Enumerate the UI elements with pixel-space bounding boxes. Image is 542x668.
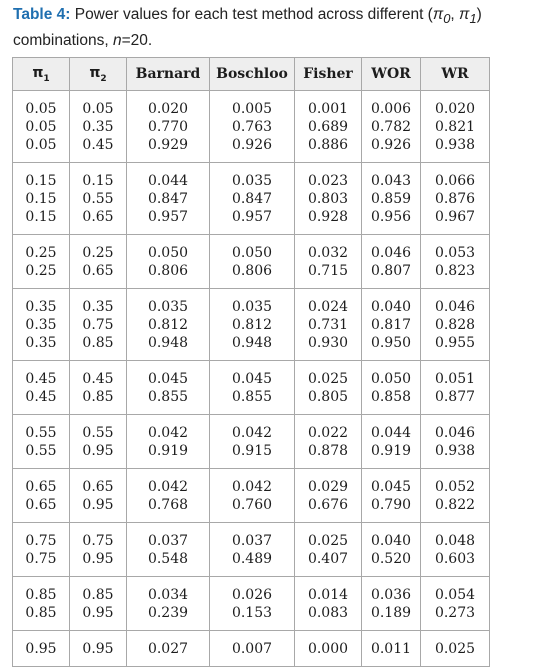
cell-value: 0.55 (82, 191, 114, 207)
cell-pi1 (13, 415, 70, 469)
cell-boschloo (210, 469, 295, 523)
cell-boschloo (210, 163, 295, 235)
cell-value: 0.75 (25, 551, 57, 567)
cell-value: 0.855 (147, 389, 189, 405)
cell-value: 0.035 (231, 173, 273, 189)
cell-pi1 (13, 163, 70, 235)
cell-value: 0.957 (231, 209, 273, 225)
cell-value: 0.036 (370, 587, 412, 603)
cell-value: 0.967 (434, 209, 476, 225)
cell-pi2 (70, 361, 127, 415)
cell-barnard (127, 577, 210, 631)
cell-value: 0.957 (147, 209, 189, 225)
cell-value: 0.806 (147, 263, 189, 279)
cell-value: 0.926 (231, 137, 273, 153)
header-pi1-sub: 1 (43, 73, 50, 84)
cell-wor (362, 631, 421, 667)
cell-wr (421, 361, 490, 415)
cell-pi1 (13, 469, 70, 523)
cell-value: 0.876 (434, 191, 476, 207)
caption-text-before: Power values for each test method across different ( (70, 6, 433, 23)
cell-value: 0.821 (434, 119, 476, 135)
cell-value: 0.025 (307, 371, 349, 387)
cell-value: 0.066 (434, 173, 476, 189)
cell-pi2 (70, 523, 127, 577)
table-row-group (13, 163, 490, 235)
cell-pi2 (70, 289, 127, 361)
cell-wr (421, 163, 490, 235)
cell-value: 0.407 (307, 551, 349, 567)
cell-value: 0.812 (147, 317, 189, 333)
table-body (13, 91, 490, 667)
cell-value: 0.95 (25, 641, 57, 657)
cell-value: 0.823 (434, 263, 476, 279)
table-row-group (13, 361, 490, 415)
table-row-group (13, 415, 490, 469)
table-caption (13, 4, 513, 52)
cell-fisher (295, 163, 362, 235)
cell-pi2 (70, 163, 127, 235)
power-values-table (12, 57, 490, 667)
cell-boschloo (210, 631, 295, 667)
cell-barnard (127, 163, 210, 235)
cell-fisher (295, 523, 362, 577)
cell-value: 0.955 (434, 335, 476, 351)
cell-wor (362, 577, 421, 631)
caption-pi0-sub: 0 (443, 11, 451, 27)
cell-value: 0.042 (231, 425, 273, 441)
cell-fisher (295, 289, 362, 361)
cell-value: 0.025 (434, 641, 476, 657)
cell-value: 0.011 (370, 641, 412, 657)
cell-value: 0.15 (25, 209, 57, 225)
cell-value: 0.083 (307, 605, 349, 621)
cell-wor (362, 523, 421, 577)
cell-value: 0.05 (25, 101, 57, 117)
cell-value: 0.042 (147, 425, 189, 441)
header-fisher: Fisher (295, 58, 362, 91)
cell-value: 0.805 (307, 389, 349, 405)
cell-value: 0.007 (231, 641, 273, 657)
cell-value: 0.95 (82, 497, 114, 513)
table-row-group (13, 469, 490, 523)
cell-pi1 (13, 91, 70, 163)
cell-pi1 (13, 289, 70, 361)
cell-pi1 (13, 361, 70, 415)
cell-value: 0.045 (370, 479, 412, 495)
cell-value: 0.052 (434, 479, 476, 495)
cell-value: 0.035 (231, 299, 273, 315)
cell-fisher (295, 631, 362, 667)
caption-pi1: π (459, 6, 470, 23)
cell-pi2 (70, 631, 127, 667)
table-row-group (13, 577, 490, 631)
cell-value: 0.45 (25, 389, 57, 405)
cell-barnard (127, 523, 210, 577)
cell-boschloo (210, 235, 295, 289)
cell-value: 0.85 (25, 605, 57, 621)
cell-value: 0.046 (434, 299, 476, 315)
cell-value: 0.023 (307, 173, 349, 189)
cell-value: 0.847 (147, 191, 189, 207)
cell-value: 0.024 (307, 299, 349, 315)
cell-value: 0.55 (82, 425, 114, 441)
cell-value: 0.790 (370, 497, 412, 513)
cell-value: 0.85 (82, 587, 114, 603)
cell-value: 0.926 (370, 137, 412, 153)
cell-value: 0.878 (307, 443, 349, 459)
cell-value: 0.45 (82, 137, 114, 153)
table-row-group (13, 523, 490, 577)
header-row (13, 58, 490, 91)
cell-value: 0.043 (370, 173, 412, 189)
cell-value: 0.95 (82, 443, 114, 459)
cell-value: 0.803 (307, 191, 349, 207)
cell-value: 0.548 (147, 551, 189, 567)
cell-value: 0.020 (434, 101, 476, 117)
cell-value: 0.022 (307, 425, 349, 441)
cell-value: 0.95 (82, 605, 114, 621)
cell-value: 0.847 (231, 191, 273, 207)
cell-value: 0.489 (231, 551, 273, 567)
caption-label: Table 4: (13, 6, 71, 23)
cell-value: 0.054 (434, 587, 476, 603)
header-pi2-sub: 2 (100, 73, 107, 84)
cell-value: 0.35 (82, 299, 114, 315)
cell-wor (362, 163, 421, 235)
cell-value: 0.25 (25, 245, 57, 261)
cell-boschloo (210, 415, 295, 469)
header-pi2-symbol: π (89, 64, 101, 81)
cell-value: 0.928 (307, 209, 349, 225)
cell-boschloo (210, 289, 295, 361)
cell-value: 0.919 (147, 443, 189, 459)
cell-boschloo (210, 361, 295, 415)
cell-value: 0.35 (25, 317, 57, 333)
caption-pi0: π (432, 6, 444, 23)
cell-value: 0.050 (147, 245, 189, 261)
cell-value: 0.014 (307, 587, 349, 603)
cell-value: 0.938 (434, 137, 476, 153)
cell-pi2 (70, 577, 127, 631)
cell-barnard (127, 361, 210, 415)
cell-value: 0.239 (147, 605, 189, 621)
cell-wr (421, 235, 490, 289)
cell-value: 0.048 (434, 533, 476, 549)
cell-fisher (295, 577, 362, 631)
cell-value: 0.037 (231, 533, 273, 549)
cell-boschloo (210, 577, 295, 631)
cell-value: 0.053 (434, 245, 476, 261)
cell-fisher (295, 235, 362, 289)
cell-value: 0.153 (231, 605, 273, 621)
cell-value: 0.855 (231, 389, 273, 405)
cell-value: 0.035 (147, 299, 189, 315)
cell-value: 0.35 (25, 335, 57, 351)
cell-wor (362, 289, 421, 361)
cell-fisher (295, 91, 362, 163)
caption-n-val: =20. (121, 32, 153, 50)
cell-value: 0.15 (82, 173, 114, 189)
cell-value: 0.35 (25, 299, 57, 315)
cell-value: 0.770 (147, 119, 189, 135)
cell-value: 0.025 (307, 533, 349, 549)
cell-value: 0.95 (82, 551, 114, 567)
cell-value: 0.812 (231, 317, 273, 333)
cell-pi2 (70, 469, 127, 523)
cell-value: 0.020 (147, 101, 189, 117)
cell-pi1 (13, 631, 70, 667)
cell-value: 0.55 (25, 425, 57, 441)
cell-pi2 (70, 91, 127, 163)
cell-barnard (127, 91, 210, 163)
cell-wor (362, 235, 421, 289)
cell-value: 0.806 (231, 263, 273, 279)
header-pi2 (70, 58, 127, 91)
cell-value: 0.55 (25, 443, 57, 459)
caption-n-var: n (112, 32, 122, 50)
cell-value: 0.044 (147, 173, 189, 189)
cell-value: 0.051 (434, 371, 476, 387)
cell-value: 0.65 (82, 263, 114, 279)
cell-value: 0.027 (147, 641, 189, 657)
cell-value: 0.822 (434, 497, 476, 513)
cell-barnard (127, 631, 210, 667)
cell-value: 0.05 (25, 119, 57, 135)
cell-value: 0.050 (370, 371, 412, 387)
table-row-group (13, 91, 490, 163)
cell-value: 0.760 (231, 497, 273, 513)
cell-value: 0.040 (370, 299, 412, 315)
header-wr: WR (421, 58, 490, 91)
cell-wr (421, 415, 490, 469)
cell-pi1 (13, 523, 70, 577)
cell-value: 0.731 (307, 317, 349, 333)
caption-pi1-sub: 1 (469, 11, 477, 27)
header-wor: WOR (362, 58, 421, 91)
cell-value: 0.045 (147, 371, 189, 387)
cell-value: 0.037 (147, 533, 189, 549)
cell-value: 0.689 (307, 119, 349, 135)
cell-wr (421, 289, 490, 361)
cell-pi2 (70, 415, 127, 469)
cell-pi1 (13, 577, 70, 631)
table-row-group (13, 631, 490, 667)
cell-wr (421, 91, 490, 163)
caption-text-after: ) combinations, (13, 6, 482, 50)
cell-value: 0.05 (25, 137, 57, 153)
cell-value: 0.763 (231, 119, 273, 135)
cell-value: 0.948 (147, 335, 189, 351)
cell-value: 0.046 (434, 425, 476, 441)
header-pi1-symbol: π (32, 64, 44, 81)
cell-value: 0.520 (370, 551, 412, 567)
header-boschloo: Boschloo (210, 58, 295, 91)
cell-value: 0.25 (25, 263, 57, 279)
cell-value: 0.65 (82, 479, 114, 495)
cell-value: 0.35 (82, 119, 114, 135)
cell-value: 0.45 (25, 371, 57, 387)
cell-value: 0.034 (147, 587, 189, 603)
cell-value: 0.95 (82, 641, 114, 657)
cell-value: 0.715 (307, 263, 349, 279)
cell-pi2 (70, 235, 127, 289)
header-barnard: Barnard (127, 58, 210, 91)
cell-value: 0.75 (25, 533, 57, 549)
cell-barnard (127, 415, 210, 469)
cell-wor (362, 415, 421, 469)
cell-value: 0.950 (370, 335, 412, 351)
cell-value: 0.65 (25, 497, 57, 513)
cell-value: 0.001 (307, 101, 349, 117)
cell-value: 0.828 (434, 317, 476, 333)
cell-value: 0.75 (82, 533, 114, 549)
cell-value: 0.603 (434, 551, 476, 567)
cell-boschloo (210, 91, 295, 163)
cell-value: 0.05 (82, 101, 114, 117)
cell-value: 0.029 (307, 479, 349, 495)
cell-barnard (127, 235, 210, 289)
cell-value: 0.006 (370, 101, 412, 117)
cell-value: 0.930 (307, 335, 349, 351)
cell-fisher (295, 361, 362, 415)
cell-barnard (127, 469, 210, 523)
cell-value: 0.026 (231, 587, 273, 603)
cell-value: 0.042 (147, 479, 189, 495)
cell-value: 0.782 (370, 119, 412, 135)
cell-value: 0.45 (82, 371, 114, 387)
cell-value: 0.65 (25, 479, 57, 495)
cell-fisher (295, 415, 362, 469)
header-pi1 (13, 58, 70, 91)
cell-value: 0.15 (25, 191, 57, 207)
cell-value: 0.859 (370, 191, 412, 207)
cell-value: 0.919 (370, 443, 412, 459)
cell-value: 0.046 (370, 245, 412, 261)
cell-value: 0.85 (82, 335, 114, 351)
cell-value: 0.15 (25, 173, 57, 189)
cell-value: 0.045 (231, 371, 273, 387)
cell-wor (362, 469, 421, 523)
cell-wor (362, 91, 421, 163)
cell-value: 0.676 (307, 497, 349, 513)
cell-barnard (127, 289, 210, 361)
cell-value: 0.877 (434, 389, 476, 405)
cell-value: 0.948 (231, 335, 273, 351)
cell-value: 0.044 (370, 425, 412, 441)
cell-value: 0.040 (370, 533, 412, 549)
cell-value: 0.886 (307, 137, 349, 153)
cell-value: 0.65 (82, 209, 114, 225)
cell-value: 0.915 (231, 443, 273, 459)
cell-value: 0.273 (434, 605, 476, 621)
cell-value: 0.929 (147, 137, 189, 153)
cell-wor (362, 361, 421, 415)
cell-value: 0.000 (307, 641, 349, 657)
caption-comma: , (450, 6, 460, 23)
cell-value: 0.85 (82, 389, 114, 405)
cell-value: 0.032 (307, 245, 349, 261)
table-row-group (13, 235, 490, 289)
cell-value: 0.807 (370, 263, 412, 279)
cell-value: 0.817 (370, 317, 412, 333)
cell-value: 0.75 (82, 317, 114, 333)
cell-value: 0.768 (147, 497, 189, 513)
cell-boschloo (210, 523, 295, 577)
table-row-group (13, 289, 490, 361)
cell-wr (421, 523, 490, 577)
cell-value: 0.938 (434, 443, 476, 459)
cell-value: 0.042 (231, 479, 273, 495)
cell-value: 0.050 (231, 245, 273, 261)
cell-value: 0.005 (231, 101, 273, 117)
cell-value: 0.858 (370, 389, 412, 405)
cell-value: 0.189 (370, 605, 412, 621)
cell-value: 0.85 (25, 587, 57, 603)
cell-value: 0.25 (82, 245, 114, 261)
cell-wr (421, 577, 490, 631)
cell-fisher (295, 469, 362, 523)
cell-wr (421, 631, 490, 667)
cell-pi1 (13, 235, 70, 289)
cell-wr (421, 469, 490, 523)
cell-value: 0.956 (370, 209, 412, 225)
